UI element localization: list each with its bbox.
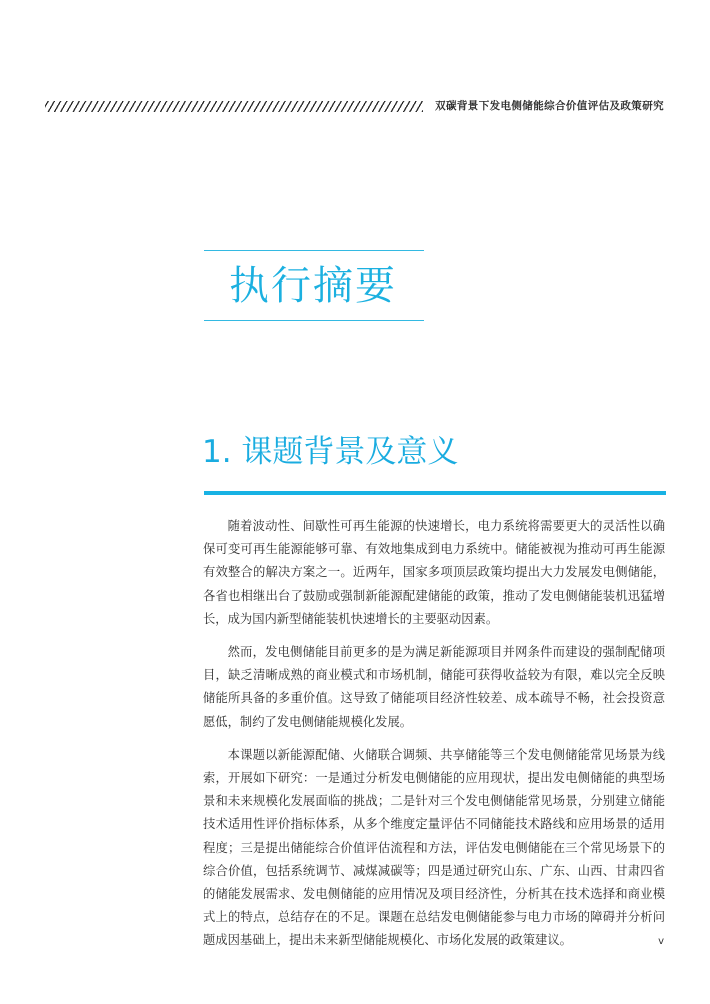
running-title: 双碳背景下发电侧储能综合价值评估及政策研究 <box>435 100 664 112</box>
body-paragraph-1: 随着波动性、间歇性可再生能源的快速增长，电力系统将需要更大的灵活性以确保可变可再生能源能够可靠、有效地集成到电力系统中。储能被视为推动可再生能源有效整合的解决方案之一。近两年，国家多项顶层政策均提出大力发展发电侧储能，各省也相继出台了鼓励或强制新能源配建储能的政策，推动了发电侧储能装机迅猛增长，成为国内新型储能装机快速增长的主要驱动因素。 <box>203 519 665 626</box>
executive-summary-top-rule <box>204 250 424 251</box>
body-paragraph-2: 然而，发电侧储能目前更多的是为满足新能源项目并网条件而建设的强制配储项目，缺乏清晰成熟的商业模式和市场机制，储能可获得收益较为有限，难以完全反映储能所具备的多重价值。这导致了储能项目经济性较差、成本疏导不畅，社会投资意愿低，制约了发电侧储能规模化发展。 <box>203 645 665 729</box>
executive-summary-bottom-rule <box>204 320 424 321</box>
section-body <box>203 515 665 963</box>
section-title: 1. 课题背景及意义 <box>202 434 459 470</box>
section-title-underline <box>204 491 666 495</box>
body-paragraph-3: 本课题以新能源配储、火储联合调频、共享储能等三个发电侧储能常见场景为线索，开展如下研究：一是通过分析发电侧储能的应用现状，提出发电侧储能的典型场景和未来规模化发展面临的挑战；二是针对三个发电侧储能常见场景，分别建立储能技术适用性评价指标体系，从多个维度定量评估不同储能技术路线和应用场景的适用程度；三是提出储能综合价值评估流程和方法，评估发电侧储能在三个常见场景下的综合价值，包括系统调节、减煤减碳等；四是通过研究山东、广东、山西、甘肃四省的储能发展需求、发电侧储能的应用情况及项目经济性，分析其在技术选择和商业模式上的特点，总结存在的不足。课题在总结发电侧储能参与电力市场的障碍并分析问题成因基础上，提出未来新型储能规模化、市场化发展的政策建议。 <box>203 747 665 948</box>
header-hatch-decoration <box>45 101 423 112</box>
page-number: v <box>658 936 664 947</box>
executive-summary-title: 执行摘要 <box>229 263 397 309</box>
